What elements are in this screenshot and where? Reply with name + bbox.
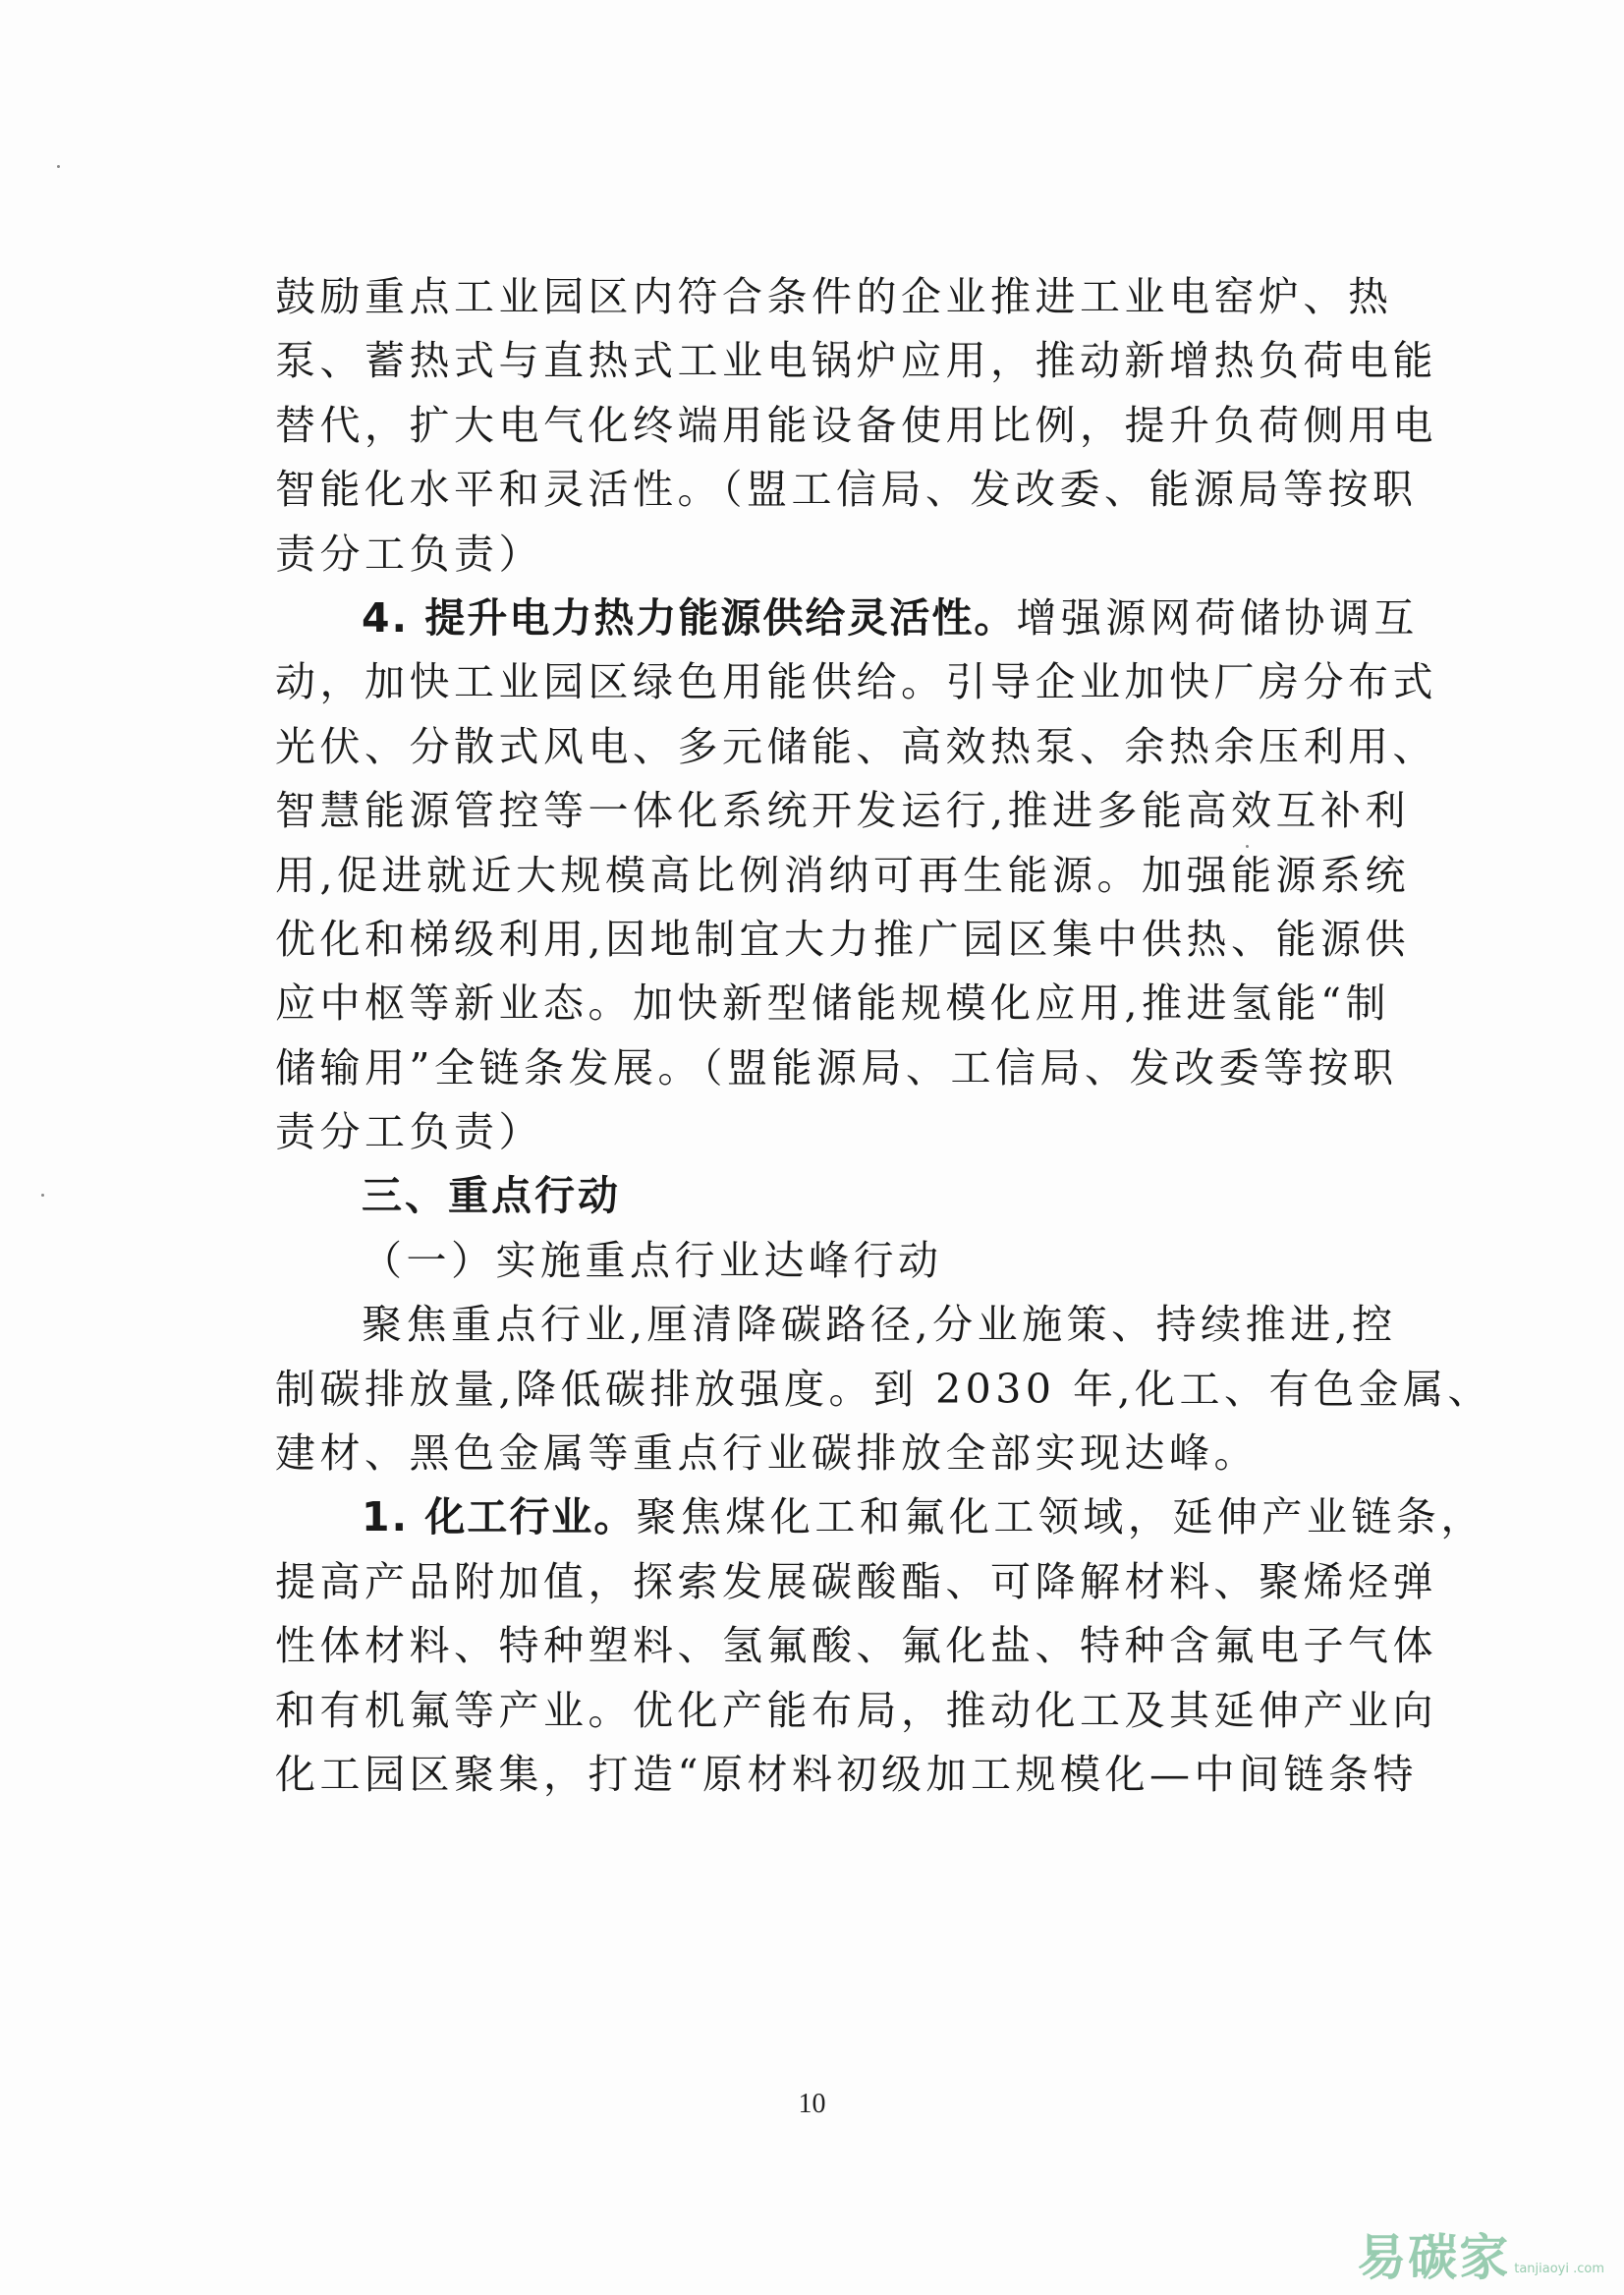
text-line: 提高产品附加值，探索发展碳酸酯、可降解材料、聚烯烃弹 bbox=[275, 1557, 1437, 1605]
text-line: 储输用”全链条发展。（盟能源局、工信局、发改委等按职 bbox=[275, 1043, 1398, 1092]
paragraph-bold-lead: 1. 化工行业。 bbox=[362, 1493, 637, 1541]
paragraph-text: 增强源网荷储协调互 bbox=[1016, 593, 1419, 642]
text-line: 聚焦重点行业,厘清降碳路径,分业施策、持续推进,控 bbox=[362, 1301, 1397, 1349]
text-line: 光伏、分散式风电、多元储能、高效热泵、余热余压利用、 bbox=[275, 722, 1437, 770]
watermark-text: 易碳家 bbox=[1357, 2229, 1511, 2286]
section-heading: 三、重点行动 bbox=[362, 1172, 621, 1220]
scan-speck bbox=[1246, 845, 1249, 848]
text-line: 泵、蓄热式与直热式工业电锅炉应用，推动新增热负荷电能 bbox=[275, 337, 1437, 385]
text-line: 替代，扩大电气化终端用能设备使用比例，提升负荷侧用电 bbox=[275, 401, 1437, 449]
subsection-heading: （一）实施重点行业达峰行动 bbox=[362, 1236, 943, 1284]
numbered-paragraph-start bbox=[275, 587, 1419, 650]
text-line: 制碳排放量,降低碳排放强度。到 2030 年,化工、有色金属、 bbox=[275, 1365, 1492, 1413]
scan-speck bbox=[41, 1194, 44, 1197]
document-body bbox=[275, 265, 1492, 1807]
text-line: 建材、黑色金属等重点行业碳排放全部实现达峰。 bbox=[275, 1429, 1259, 1478]
text-line: 责分工负责） bbox=[275, 1108, 543, 1156]
paragraph-text: 聚焦煤化工和氟化工领域，延伸产业链条， bbox=[636, 1493, 1485, 1541]
numbered-paragraph-start bbox=[275, 1485, 1485, 1549]
text-line: 优化和梯级利用,因地制宜大力推广园区集中供热、能源供 bbox=[275, 915, 1411, 963]
watermark-subtext: tanjiaoyi .com bbox=[1514, 2262, 1604, 2276]
text-line: 智慧能源管控等一体化系统开发运行,推进多能高效互补利 bbox=[275, 787, 1411, 835]
text-line: 应中枢等新业态。加快新型储能规模化应用,推进氢能“制 bbox=[275, 980, 1390, 1028]
text-line: 化工园区聚集，打造“原材料初级加工规模化—中间链条特 bbox=[275, 1750, 1418, 1798]
page-number: 10 bbox=[798, 2089, 826, 2119]
text-line: 用,促进就近大规模高比例消纳可再生能源。加强能源系统 bbox=[275, 851, 1411, 899]
text-line: 鼓励重点工业园区内符合条件的企业推进工业电窑炉、热 bbox=[275, 273, 1393, 320]
text-line: 性体材料、特种塑料、氢氟酸、氟化盐、特种含氟电子气体 bbox=[275, 1622, 1437, 1670]
watermark-logo bbox=[1357, 2218, 1604, 2289]
scan-speck bbox=[57, 165, 60, 168]
paragraph-bold-lead: 4. 提升电力热力能源供给灵活性。 bbox=[362, 593, 1017, 642]
text-line: 和有机氟等产业。优化产能布局，推动化工及其延伸产业向 bbox=[275, 1686, 1437, 1734]
text-line: 智能化水平和灵活性。（盟工信局、发改委、能源局等按职 bbox=[275, 466, 1418, 514]
text-line: 动，加快工业园区绿色用能供给。引导企业加快厂房分布式 bbox=[275, 658, 1437, 706]
text-line: 责分工负责） bbox=[275, 530, 543, 578]
